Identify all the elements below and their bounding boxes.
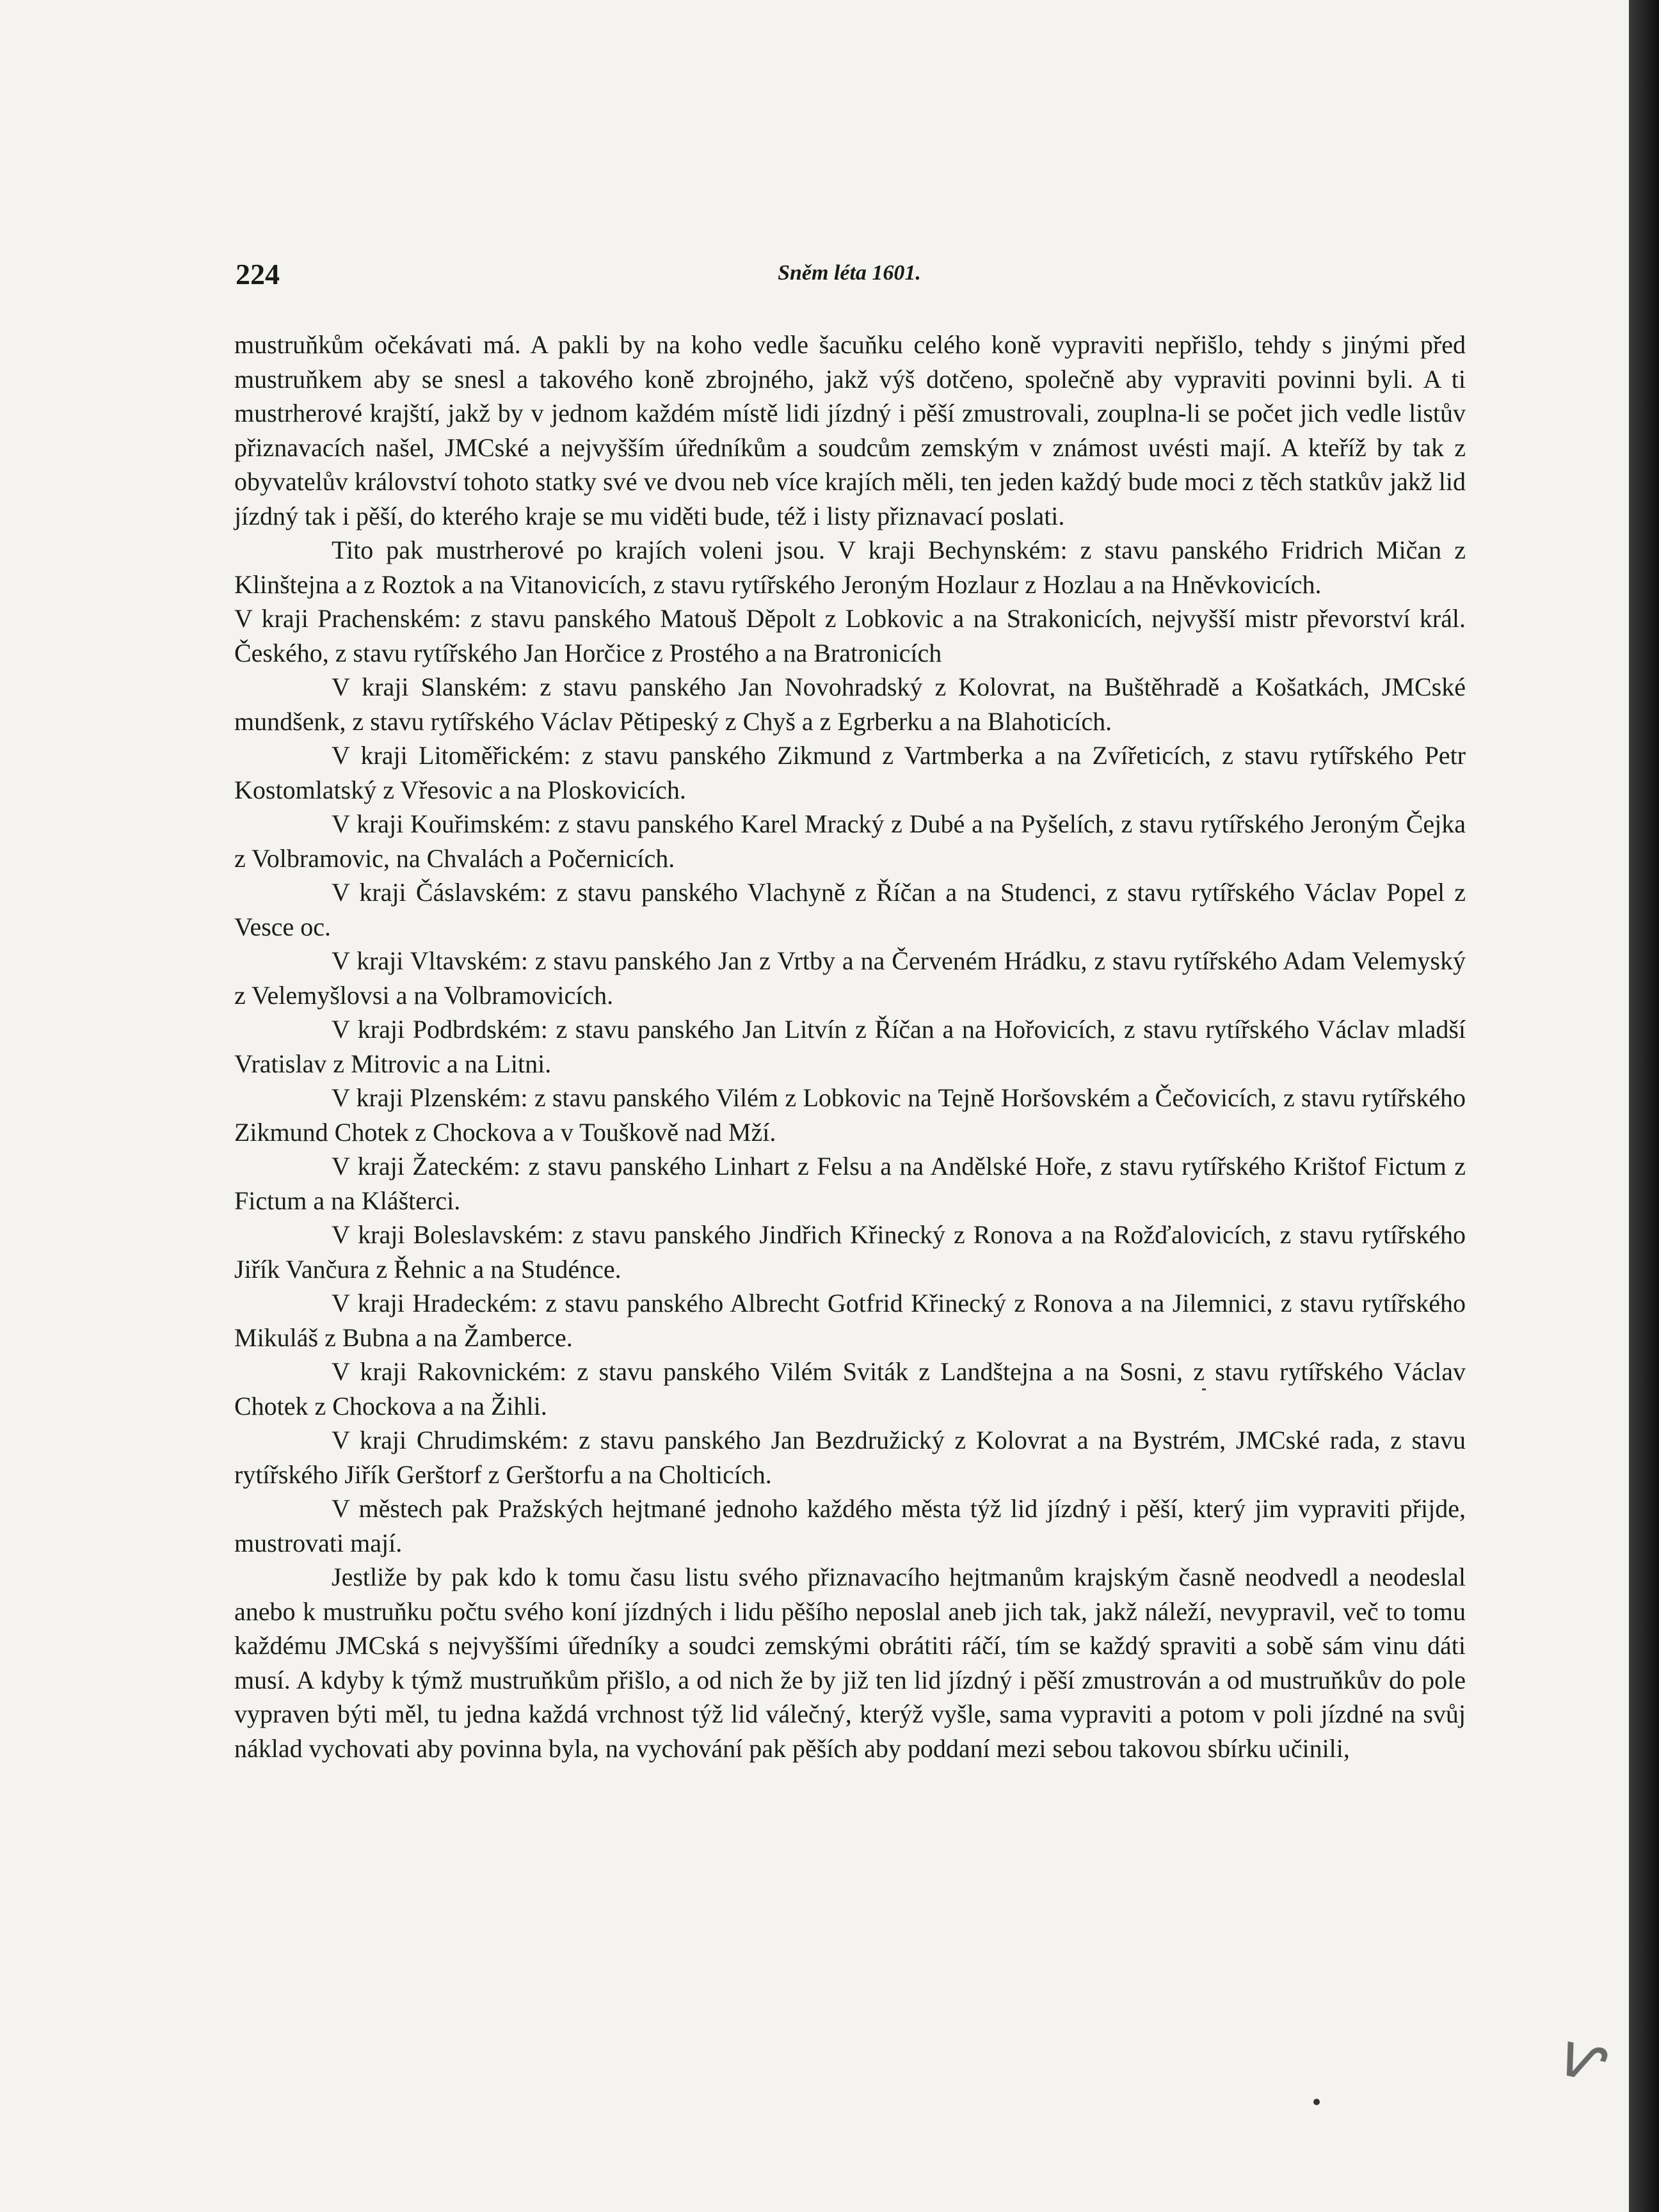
paragraph: V městech pak Pražských hejtmané jednoho každého města týž lid jízdný i pěší, který jim vypraviti přijde, mustrovati mají. — [234, 1494, 1466, 1557]
paragraph: V kraji Slanském: z stavu panského Jan Novohradský z Kolovrat, na Buštěhradě a Košatkách, JMCské mundšenk, z stavu rytířského Václav Pětipeský z Chyš a z Egrberku a na Blahoticích. — [234, 672, 1466, 736]
paragraph: V kraji Litoměřickém: z stavu panského Zikmund z Vartmberka a na Zvířeticích, z stavu rytířského Petr Kostomlatský z Vřesovic a na Ploskovicích. — [234, 741, 1466, 804]
page-header — [236, 257, 1463, 296]
paragraph: V kraji Prachenském: z stavu panského Matouš Děpolt z Lobkovic a na Strakonicích, nejvyšší mistr převorství král. Českého, z stavu rytířského Jan Horčice z Prostého a na Bratronicích — [234, 604, 1466, 667]
paragraph: V kraji Plzenském: z stavu panského Vilém z Lobkovic na Tejně Horšovském a Čečovicích, z stavu rytířského Zikmund Chotek z Chockova a v Touškově nad Mží. — [234, 1083, 1466, 1147]
paragraph: V kraji Žateckém: z stavu panského Linhart z Felsu a na Andělské Hoře, z stavu rytířského Krištof Fictum z Fictum a na Klášterci. — [234, 1152, 1466, 1215]
body-text — [234, 328, 1466, 1765]
paragraph: V kraji Podbrdském: z stavu panského Jan Litvín z Říčan a na Hořovicích, z stavu rytířského Václav mladší Vratislav z Mitrovic a na Litni. — [234, 1015, 1466, 1078]
paragraph: Tito pak mustrherové po krajích voleni jsou. V kraji Bechynském: z stavu panského Fridrich Mičan z Klinštejna a z Roztok a na Vitanovicích, z stavu rytířského Jeroným Hozlaur z Hozlau a na Hněvkovicích. — [234, 536, 1466, 599]
paragraph: V kraji Boleslavském: z stavu panského Jindřich Křinecký z Ronova a na Rožďalovicích, z stavu rytířského Jiřík Vančura z Řehnic a na Studénce. — [234, 1220, 1466, 1284]
ink-speck — [1202, 1388, 1206, 1390]
paragraph: V kraji Rakovnickém: z stavu panského Vilém Sviták z Landštejna a na Sosni, z stavu rytířského Václav Chotek z Chockova a na Žihli. — [234, 1357, 1466, 1420]
pencil-mark-icon: ⱱ — [1550, 2016, 1609, 2097]
paragraph: Jestliže by pak kdo k tomu času listu svého přiznavacího hejtmanům krajským časně neodvedl a neodeslal anebo k mustruňku počtu svého koní jízdných i lidu pěšího neposlal aneb jich tak, jakž náleží, nevypravil, več to tomu každému JMCská s nejvyššími úředníky a soudci zemskými obrátiti ráčí, tím se každý spraviti a sobě sám vinu dáti musí. A kdyby k týmž mustruňkům přišlo, a od nich že by již ten lid jízdný i pěší zmustrován a od mustruňkův do pole vypraven býti měl, tu jedna každá vrchnost týž lid válečný, kterýž vyšle, sama vypraviti a potom v poli jízdné na svůj náklad vychovati aby povinna byla, na vychování pak pěších aby poddaní mezi sebou takovou sbírku učinili, — [234, 1563, 1466, 1763]
paragraph: V kraji Čáslavském: z stavu panského Vlachyně z Říčan a na Studenci, z stavu rytířského Václav Popel z Vesce oc. — [234, 878, 1466, 941]
running-title: Sněm léta 1601. — [778, 261, 921, 285]
paragraph: V kraji Kouřimském: z stavu panského Karel Mracký z Dubé a na Pyšelích, z stavu rytířského Jeroným Čejka z Volbramovic, na Chvalách a Počernicích. — [234, 809, 1466, 873]
ink-dot — [1313, 2099, 1320, 2105]
page-number: 224 — [236, 258, 280, 290]
paragraph: V kraji Vltavském: z stavu panského Jan z Vrtby a na Červeném Hrádku, z stavu rytířského Adam Velemyský z Velemyšlovsi a na Volbramovicích. — [234, 946, 1466, 1010]
paragraph: V kraji Chrudimském: z stavu panského Jan Bezdružický z Kolovrat a na Bystrém, JMCské rada, z stavu rytířského Jiřík Gerštorf z Gerštorfu a na Cholticích. — [234, 1426, 1466, 1489]
paragraph: V kraji Hradeckém: z stavu panského Albrecht Gotfrid Křinecký z Ronova a na Jilemnici, z stavu rytířského Mikuláš z Bubna a na Žamberce. — [234, 1289, 1466, 1352]
scan-edge-shadow — [1629, 0, 1659, 2212]
paragraph: mustruňkům očekávati má. A pakli by na koho vedle šacuňku celého koně vypraviti nepřišlo, tehdy s jinými před mustruňkem aby se snesl a takového koně zbrojného, jakž výš dotčeno, společně aby vypraviti povinni byli. A ti mustrherové krajští, jakž by v jednom každém místě lidi jízdný i pěší zmustrovali, zouplna-li se počet jich vedle listův přiznavacích našel, JMCské a nejvyšším úředníkům a soudcům zemským v známost uvésti mají. A kteříž by tak z obyvatelův království tohoto statky své ve dvou neb více krajích měli, ten jeden každý bude moci z těch statkův jakž lid jízdný tak i pěší, do kterého kraje se mu viděti bude, též i listy přiznavací poslati. — [234, 330, 1466, 530]
